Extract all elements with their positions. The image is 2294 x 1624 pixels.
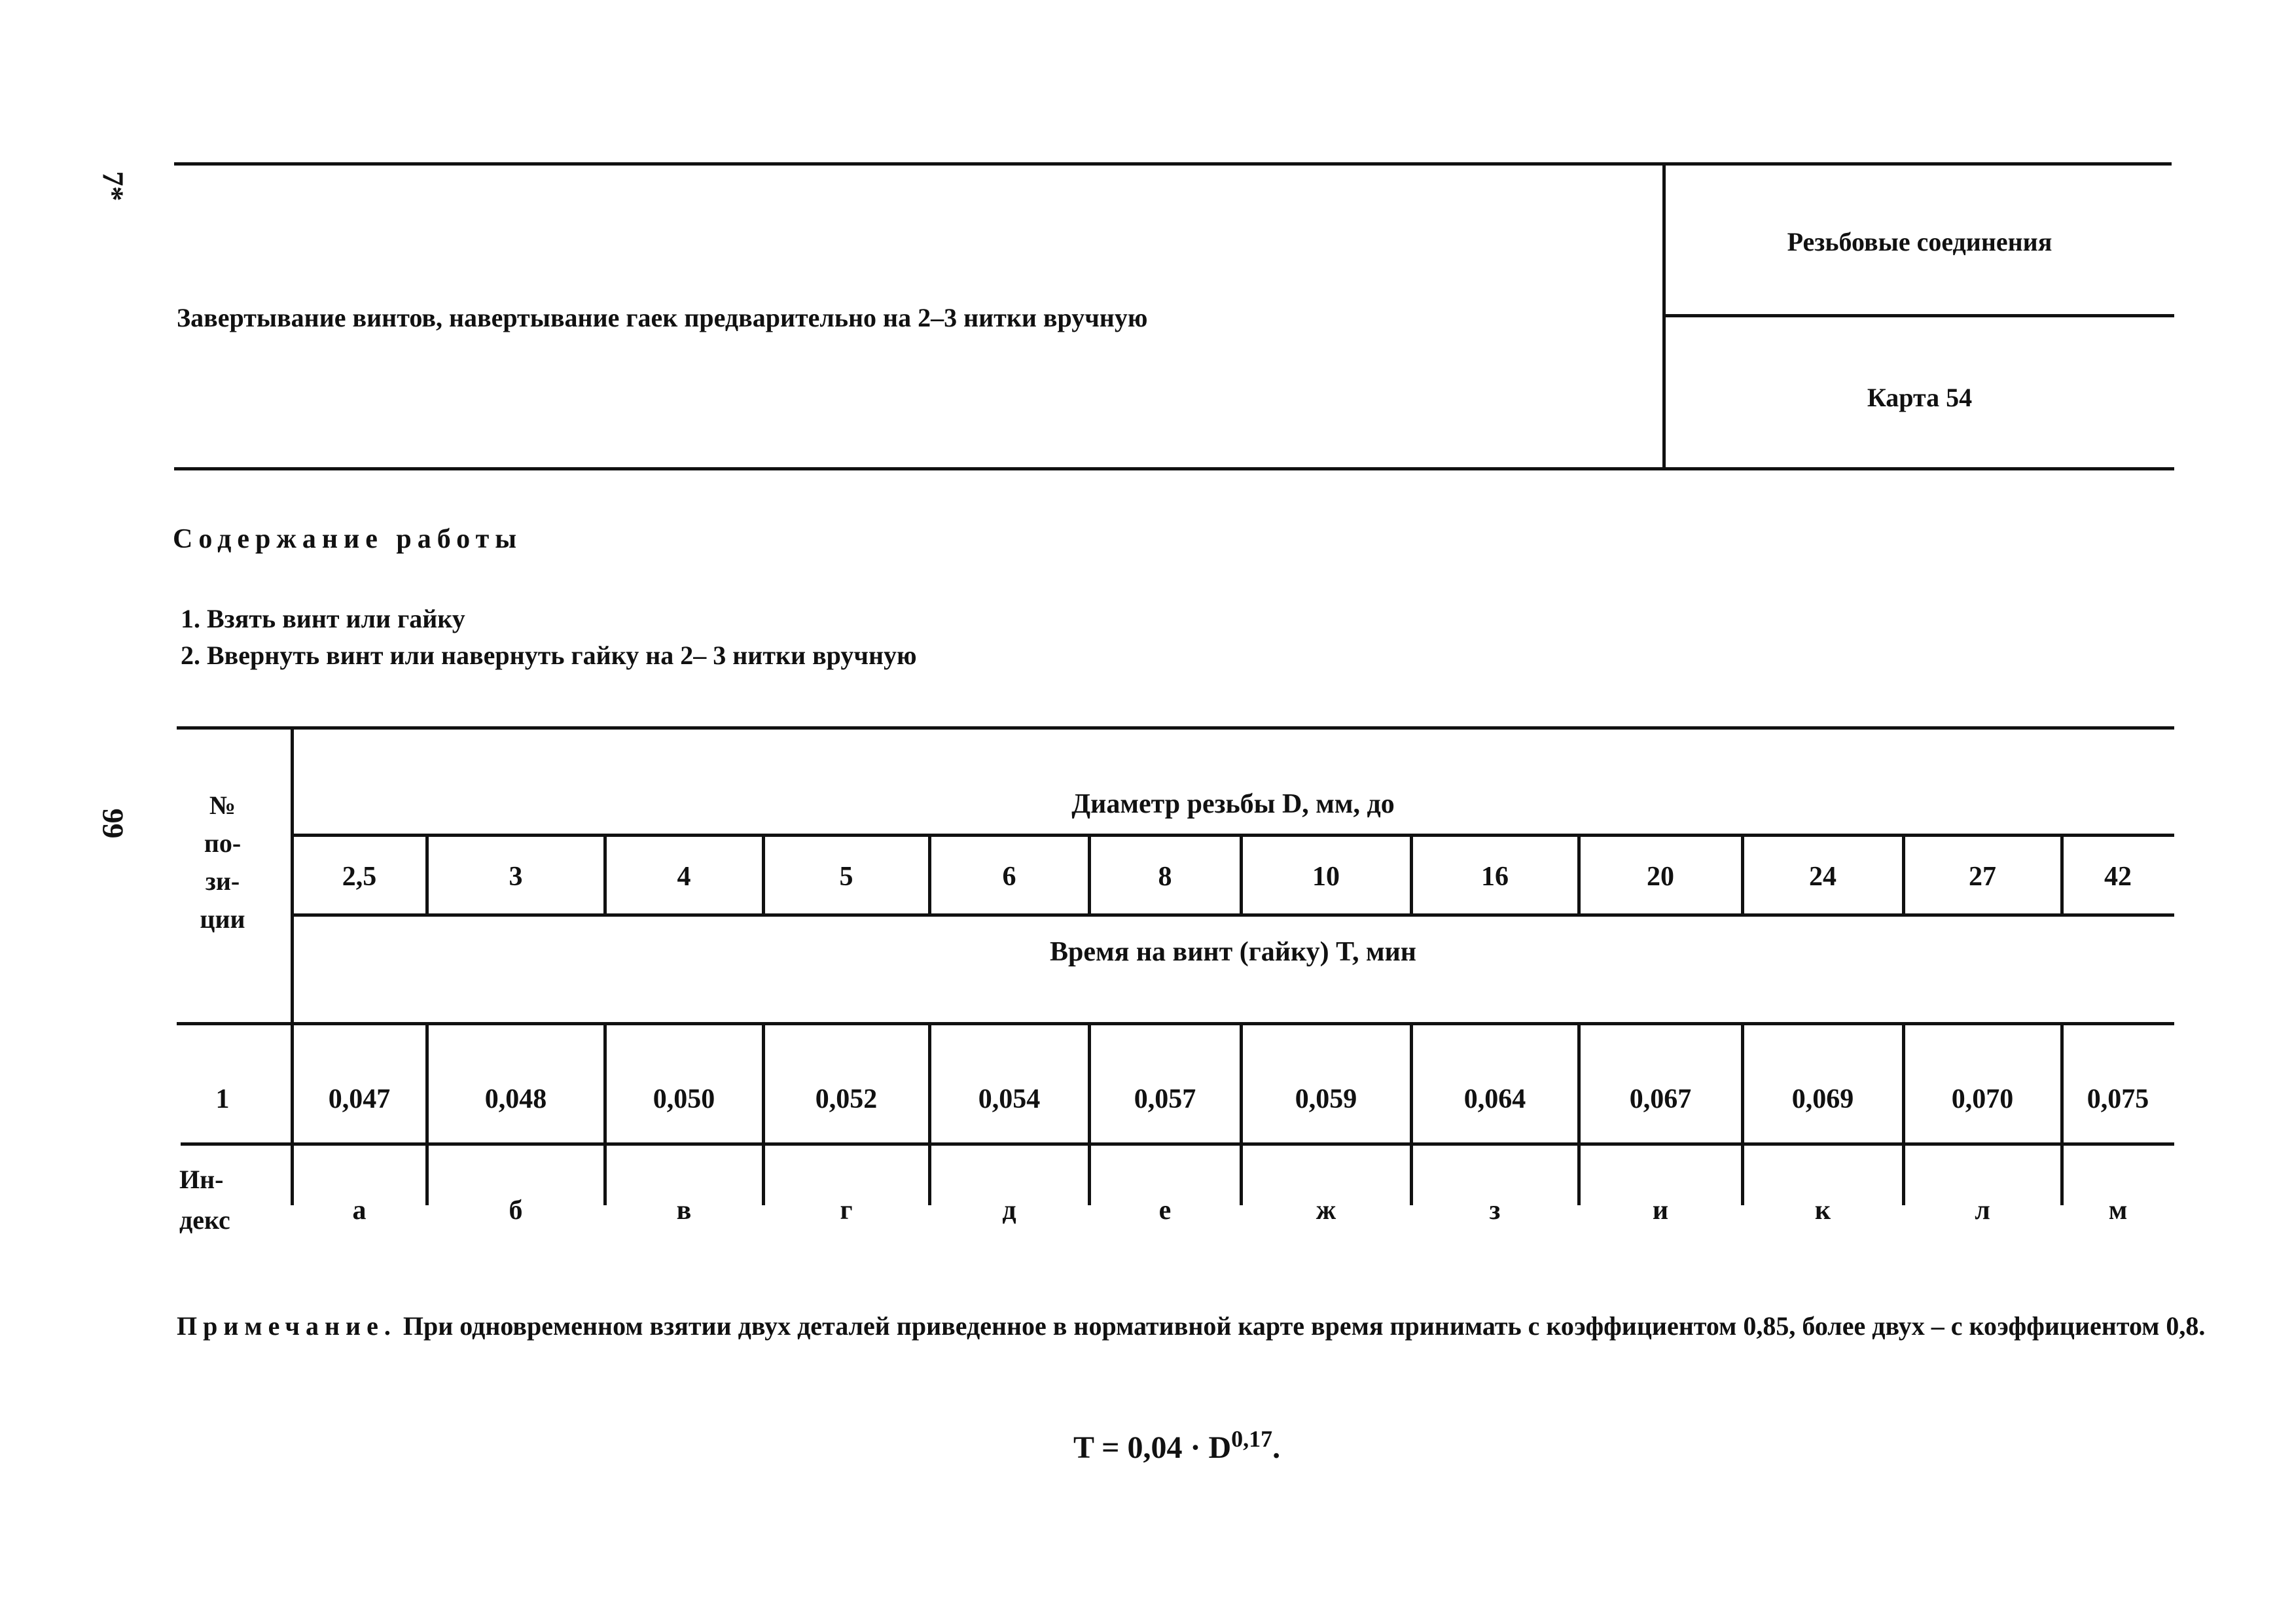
card-number: Карта 54 xyxy=(1867,383,1973,412)
diameter-cell: 8 xyxy=(1158,862,1172,892)
diameter-header: Диаметр резьбы D, мм, до xyxy=(1071,789,1395,819)
time-value-cell: 0,054 xyxy=(978,1084,1041,1114)
index-cell: г xyxy=(840,1195,853,1226)
time-value-cell: 0,050 xyxy=(653,1084,715,1114)
row-position: 1 xyxy=(215,1084,230,1114)
page-number: 99 xyxy=(96,808,130,839)
diameter-cell: 10 xyxy=(1312,862,1340,892)
work-step: 2. Ввернуть винт или навернуть гайку на 2– 3 нитки вручную xyxy=(181,641,917,670)
index-cell: а xyxy=(352,1195,367,1226)
diameter-cell: 3 xyxy=(509,862,523,892)
index-cell: е xyxy=(1158,1195,1172,1226)
time-value-cell: 0,057 xyxy=(1134,1084,1196,1114)
diameter-cell: 16 xyxy=(1481,862,1509,892)
index-row-header: Ин- декс xyxy=(179,1165,230,1235)
index-cell: з xyxy=(1489,1195,1501,1226)
index-cell: к xyxy=(1814,1195,1831,1226)
diameter-cell: 27 xyxy=(1969,862,1996,892)
formula-exponent: 0,17 xyxy=(1231,1426,1273,1452)
work-step: 1. Взять винт или гайку xyxy=(181,604,465,633)
index-cell: м xyxy=(2108,1195,2128,1226)
index-cell: д xyxy=(1002,1195,1016,1226)
note xyxy=(177,1307,2219,1345)
diameter-cell: 5 xyxy=(839,862,853,892)
time-value-cell: 0,047 xyxy=(328,1084,391,1114)
diameter-cell: 24 xyxy=(1809,862,1837,892)
time-value-cell: 0,067 xyxy=(1629,1084,1692,1114)
note-label: Примечание. xyxy=(177,1311,397,1341)
diameter-cell: 4 xyxy=(677,862,691,892)
time-value-cell: 0,052 xyxy=(815,1084,878,1114)
index-cell: ж xyxy=(1316,1195,1336,1226)
index-cell: в xyxy=(676,1195,692,1226)
diameter-cell: 20 xyxy=(1647,862,1674,892)
diameter-cell: 2,5 xyxy=(342,862,377,892)
time-value-cell: 0,069 xyxy=(1791,1084,1854,1114)
time-value-cell: 0,059 xyxy=(1295,1084,1357,1114)
index-cell: л xyxy=(1975,1195,1990,1226)
index-cell: б xyxy=(509,1195,523,1226)
formula-base: T = 0,04 · D xyxy=(1073,1430,1232,1465)
margin-sheet-mark: 7* xyxy=(96,171,130,202)
formula-end: . xyxy=(1272,1430,1281,1465)
diameter-cell: 6 xyxy=(1002,862,1016,892)
time-value-cell: 0,048 xyxy=(484,1084,547,1114)
time-header: Время на винт (гайку) T, мин xyxy=(1049,937,1416,967)
diameter-cell: 42 xyxy=(2104,862,2132,892)
work-content-title: Содержание работы xyxy=(173,524,523,554)
index-cell: и xyxy=(1652,1195,1669,1226)
note-text: При одновременном взятии двух деталей приведенное в нормативной карте время принимать с коэффициентом 0,85, более двух – с коэффициентом 0,8. xyxy=(403,1311,2206,1341)
operation-title: Завертывание винтов, навертывание гаек предварительно на 2–3 нитки вручную xyxy=(177,303,1148,332)
category-label: Резьбовые соединения xyxy=(1787,227,2052,256)
formula xyxy=(1073,1425,1280,1466)
time-value-cell: 0,064 xyxy=(1463,1084,1526,1114)
time-value-cell: 0,070 xyxy=(1951,1084,2014,1114)
time-value-cell: 0,075 xyxy=(2087,1084,2149,1114)
position-column-header: № по- зи- ции xyxy=(200,790,245,934)
